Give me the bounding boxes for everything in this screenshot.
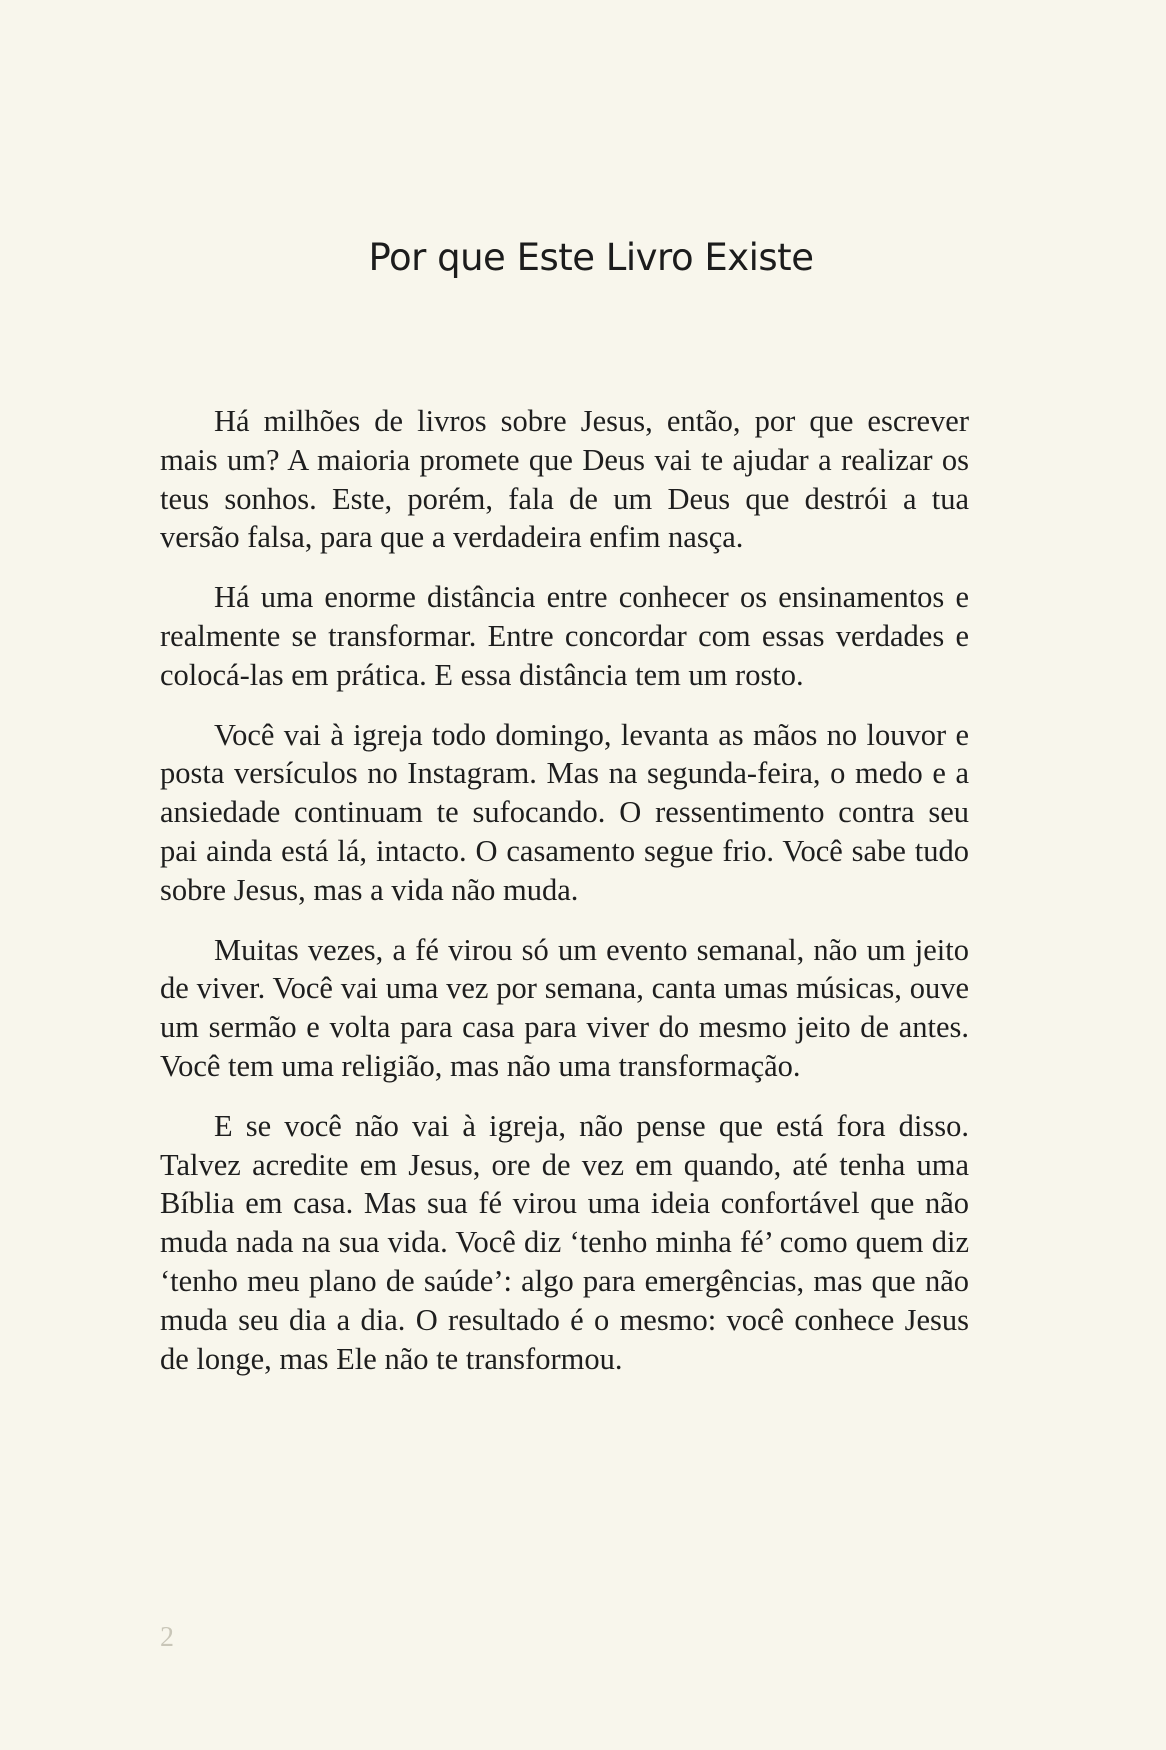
paragraph: Há uma enorme distância entre conhecer os ensinamentos e realmente se transformar. Entre concordar com essas verdades e colocá-las em prática. E essa distância tem um rosto.: [160, 580, 969, 692]
page-number: 2: [160, 1622, 174, 1653]
paragraph: E se você não vai à igreja, não pense que está fora disso. Talvez acredite em Jesus, ore de vez em quando, até tenha uma Bíblia em casa. Mas sua fé virou uma ideia confortável que não muda nada na sua vida. Você diz ‘tenho minha fé’ como quem diz ‘tenho meu plano de saúde’: algo para emergências, mas que não muda seu dia a dia. O resultado é o mesmo: você conhece Jesus de longe, mas Ele não te transformou.: [160, 1108, 969, 1376]
chapter-title: Por que Este Livro Existe: [368, 236, 814, 279]
chapter-body: [160, 402, 969, 1399]
paragraph: Você vai à igreja todo domingo, levanta as mãos no louvor e posta versículos no Instagram. Mas na segunda-feira, o medo e a ansiedade continuam te sufocando. O ressentimento contra seu pai ainda está lá, intacto. O casamento segue frio. Você sabe tudo sobre Jesus, mas a vida não muda.: [160, 717, 969, 907]
paragraph: Há milhões de livros sobre Jesus, então, por que escrever mais um? A maioria promete que Deus vai te ajudar a realizar os teus sonhos. Este, porém, fala de um Deus que destrói a tua versão falsa, para que a verdadeira enfim nasça.: [160, 404, 969, 555]
paragraph: Muitas vezes, a fé virou só um evento semanal, não um jeito de viver. Você vai uma vez por semana, canta umas músicas, ouve um sermão e volta para casa para viver do mesmo jeito de antes. Você tem uma religião, mas não uma transformação.: [160, 932, 969, 1083]
